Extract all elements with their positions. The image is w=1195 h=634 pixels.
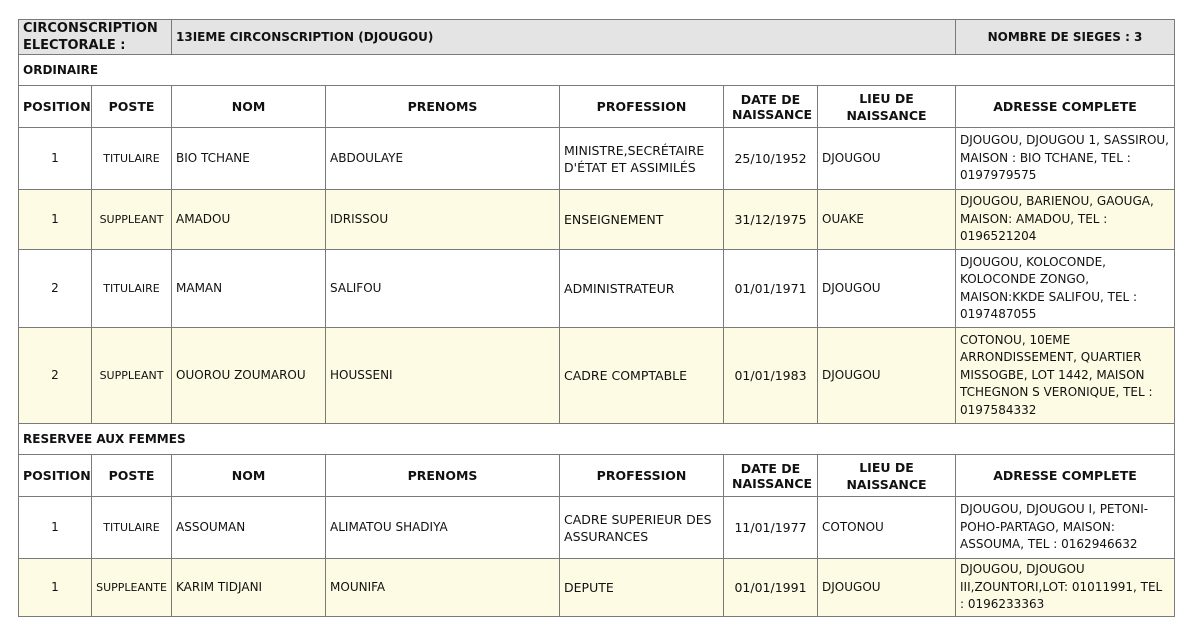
circonscription-label: CIRCONSCRIPTION ELECTORALE :: [19, 20, 172, 55]
position-cell: 1: [19, 190, 92, 250]
adresse-cell: DJOUGOU, BARIENOU, GAOUGA, MAISON: AMADOU, TEL : 0196521204: [956, 190, 1175, 250]
prenoms-cell: IDRISSOU: [326, 190, 560, 250]
prenoms-cell: SALIFOU: [326, 250, 560, 328]
column-header: PROFESSION: [560, 455, 724, 497]
candidate-row: [19, 559, 1175, 617]
lieu-cell: DJOUGOU: [818, 128, 956, 190]
column-header: DATE DE NAISSANCE: [724, 455, 818, 497]
candidate-row: [19, 128, 1175, 190]
column-header: PRENOMS: [326, 455, 560, 497]
prenoms-cell: ALIMATOU SHADIYA: [326, 497, 560, 559]
profession-cell: CADRE COMPTABLE: [560, 328, 724, 424]
date-cell: 01/01/1983: [724, 328, 818, 424]
circonscription-header-row: [19, 20, 1175, 55]
profession-cell: ADMINISTRATEUR: [560, 250, 724, 328]
position-cell: 2: [19, 328, 92, 424]
column-header: ADRESSE COMPLETE: [956, 455, 1175, 497]
candidate-table-body: [19, 20, 1175, 617]
column-header: PROFESSION: [560, 86, 724, 128]
profession-cell: CADRE SUPERIEUR DES ASSURANCES: [560, 497, 724, 559]
section-title-row: [19, 424, 1175, 455]
position-cell: 1: [19, 497, 92, 559]
column-header: NOM: [172, 86, 326, 128]
adresse-cell: DJOUGOU, DJOUGOU I, PETONI-POHO-PARTAGO, MAISON: ASSOUMA, TEL : 0162946632: [956, 497, 1175, 559]
section-title-row: [19, 55, 1175, 86]
column-header-row: [19, 86, 1175, 128]
position-cell: 2: [19, 250, 92, 328]
prenoms-cell: ABDOULAYE: [326, 128, 560, 190]
candidate-list-sheet: [18, 19, 1174, 617]
section-title: RESERVEE AUX FEMMES: [19, 424, 1175, 455]
nom-cell: ASSOUMAN: [172, 497, 326, 559]
poste-cell: TITULAIRE: [92, 128, 172, 190]
adresse-cell: DJOUGOU, DJOUGOU 1, SASSIROU, MAISON : BIO TCHANE, TEL : 0197979575: [956, 128, 1175, 190]
candidate-row: [19, 497, 1175, 559]
column-header: LIEU DE NAISSANCE: [818, 455, 956, 497]
column-header: POSTE: [92, 86, 172, 128]
candidate-table: [18, 19, 1175, 617]
date-cell: 25/10/1952: [724, 128, 818, 190]
profession-cell: MINISTRE,SECRÉTAIRE D'ÉTAT ET ASSIMILÉS: [560, 128, 724, 190]
lieu-cell: COTONOU: [818, 497, 956, 559]
adresse-cell: DJOUGOU, DJOUGOU III,ZOUNTORI,LOT: 01011991, TEL : 0196233363: [956, 559, 1175, 617]
poste-cell: TITULAIRE: [92, 497, 172, 559]
adresse-cell: COTONOU, 10EME ARRONDISSEMENT, QUARTIER MISSOGBE, LOT 1442, MAISON TCHEGNON S VERONIQUE, TEL : 0197584332: [956, 328, 1175, 424]
lieu-cell: DJOUGOU: [818, 328, 956, 424]
candidate-row: [19, 190, 1175, 250]
circonscription-value: 13IEME CIRCONSCRIPTION (DJOUGOU): [172, 20, 956, 55]
column-header-row: [19, 455, 1175, 497]
date-cell: 11/01/1977: [724, 497, 818, 559]
column-header: POSITION: [19, 455, 92, 497]
position-cell: 1: [19, 559, 92, 617]
column-header: POSTE: [92, 455, 172, 497]
nom-cell: BIO TCHANE: [172, 128, 326, 190]
poste-cell: SUPPLEANTE: [92, 559, 172, 617]
poste-cell: SUPPLEANT: [92, 190, 172, 250]
section-title: ORDINAIRE: [19, 55, 1175, 86]
candidate-row: [19, 328, 1175, 424]
adresse-cell: DJOUGOU, KOLOCONDE, KOLOCONDE ZONGO, MAISON:KKDE SALIFOU, TEL : 0197487055: [956, 250, 1175, 328]
column-header: POSITION: [19, 86, 92, 128]
column-header: ADRESSE COMPLETE: [956, 86, 1175, 128]
profession-cell: ENSEIGNEMENT: [560, 190, 724, 250]
poste-cell: SUPPLEANT: [92, 328, 172, 424]
seats-count: NOMBRE DE SIEGES : 3: [956, 20, 1175, 55]
date-cell: 01/01/1991: [724, 559, 818, 617]
poste-cell: TITULAIRE: [92, 250, 172, 328]
lieu-cell: DJOUGOU: [818, 559, 956, 617]
nom-cell: MAMAN: [172, 250, 326, 328]
nom-cell: OUOROU ZOUMAROU: [172, 328, 326, 424]
date-cell: 01/01/1971: [724, 250, 818, 328]
column-header: NOM: [172, 455, 326, 497]
column-header: DATE DE NAISSANCE: [724, 86, 818, 128]
column-header: LIEU DE NAISSANCE: [818, 86, 956, 128]
nom-cell: AMADOU: [172, 190, 326, 250]
date-cell: 31/12/1975: [724, 190, 818, 250]
lieu-cell: DJOUGOU: [818, 250, 956, 328]
lieu-cell: OUAKE: [818, 190, 956, 250]
prenoms-cell: MOUNIFA: [326, 559, 560, 617]
column-header: PRENOMS: [326, 86, 560, 128]
nom-cell: KARIM TIDJANI: [172, 559, 326, 617]
position-cell: 1: [19, 128, 92, 190]
prenoms-cell: HOUSSENI: [326, 328, 560, 424]
candidate-row: [19, 250, 1175, 328]
profession-cell: DEPUTE: [560, 559, 724, 617]
